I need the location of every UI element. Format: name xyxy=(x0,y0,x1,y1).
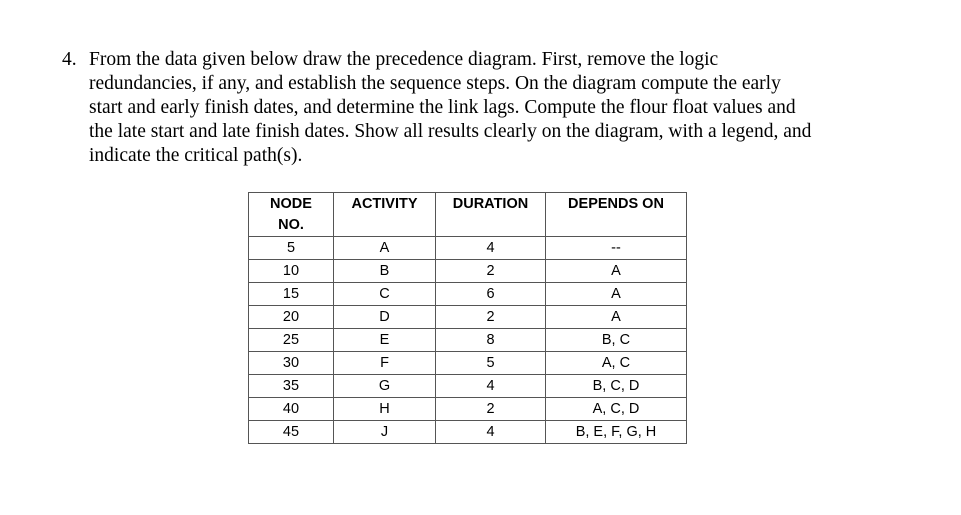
cell-depends-on: A xyxy=(546,306,687,329)
table-header-row xyxy=(249,193,687,237)
question-block xyxy=(62,48,922,168)
cell-node: 20 xyxy=(249,306,334,329)
cell-node: 35 xyxy=(249,375,334,398)
question-line: From the data given below draw the precedence diagram. First, remove the logic xyxy=(89,49,719,70)
cell-duration: 6 xyxy=(436,283,546,306)
cell-duration: 2 xyxy=(436,260,546,283)
cell-depends-on: A, C, D xyxy=(546,398,687,421)
cell-depends-on: B, C, D xyxy=(546,375,687,398)
cell-activity: F xyxy=(334,352,436,375)
table-row xyxy=(249,283,687,306)
table-row xyxy=(249,398,687,421)
cell-duration: 4 xyxy=(436,375,546,398)
cell-duration: 2 xyxy=(436,306,546,329)
table-row xyxy=(249,260,687,283)
cell-node: 40 xyxy=(249,398,334,421)
activity-table xyxy=(248,192,687,444)
cell-activity: J xyxy=(334,421,436,444)
cell-depends-on: A xyxy=(546,260,687,283)
table-row xyxy=(249,237,687,260)
header-duration: DURATION xyxy=(436,193,546,237)
cell-depends-on: A, C xyxy=(546,352,687,375)
cell-activity: E xyxy=(334,329,436,352)
header-node-no xyxy=(249,193,334,237)
cell-duration: 4 xyxy=(436,421,546,444)
cell-duration: 8 xyxy=(436,329,546,352)
question-line: redundancies, if any, and establish the sequence steps. On the diagram compute the early xyxy=(89,73,781,94)
cell-activity: B xyxy=(334,260,436,283)
cell-node: 25 xyxy=(249,329,334,352)
header-activity: ACTIVITY xyxy=(334,193,436,237)
table-row xyxy=(249,421,687,444)
table-row xyxy=(249,352,687,375)
question-line: start and early finish dates, and determine the link lags. Compute the flour float values and xyxy=(89,97,796,118)
cell-duration: 5 xyxy=(436,352,546,375)
cell-node: 15 xyxy=(249,283,334,306)
cell-node: 5 xyxy=(249,237,334,260)
table-row xyxy=(249,306,687,329)
table-row xyxy=(249,375,687,398)
table-row xyxy=(249,329,687,352)
question-line: indicate the critical path(s). xyxy=(89,145,303,166)
cell-node: 10 xyxy=(249,260,334,283)
header-node-line2: NO. xyxy=(278,217,304,233)
cell-activity: D xyxy=(334,306,436,329)
cell-activity: A xyxy=(334,237,436,260)
cell-duration: 4 xyxy=(436,237,546,260)
cell-activity: H xyxy=(334,398,436,421)
question-text xyxy=(89,48,922,168)
cell-depends-on: B, C xyxy=(546,329,687,352)
cell-depends-on: -- xyxy=(546,237,687,260)
header-depends-on: DEPENDS ON xyxy=(546,193,687,237)
question-number: 4. xyxy=(62,49,77,70)
header-node-line1: NODE xyxy=(270,196,312,212)
question-line: the late start and late finish dates. Show all results clearly on the diagram, with a legend, and xyxy=(89,121,812,142)
cell-duration: 2 xyxy=(436,398,546,421)
cell-activity: G xyxy=(334,375,436,398)
cell-node: 45 xyxy=(249,421,334,444)
cell-depends-on: B, E, F, G, H xyxy=(546,421,687,444)
cell-depends-on: A xyxy=(546,283,687,306)
cell-node: 30 xyxy=(249,352,334,375)
cell-activity: C xyxy=(334,283,436,306)
